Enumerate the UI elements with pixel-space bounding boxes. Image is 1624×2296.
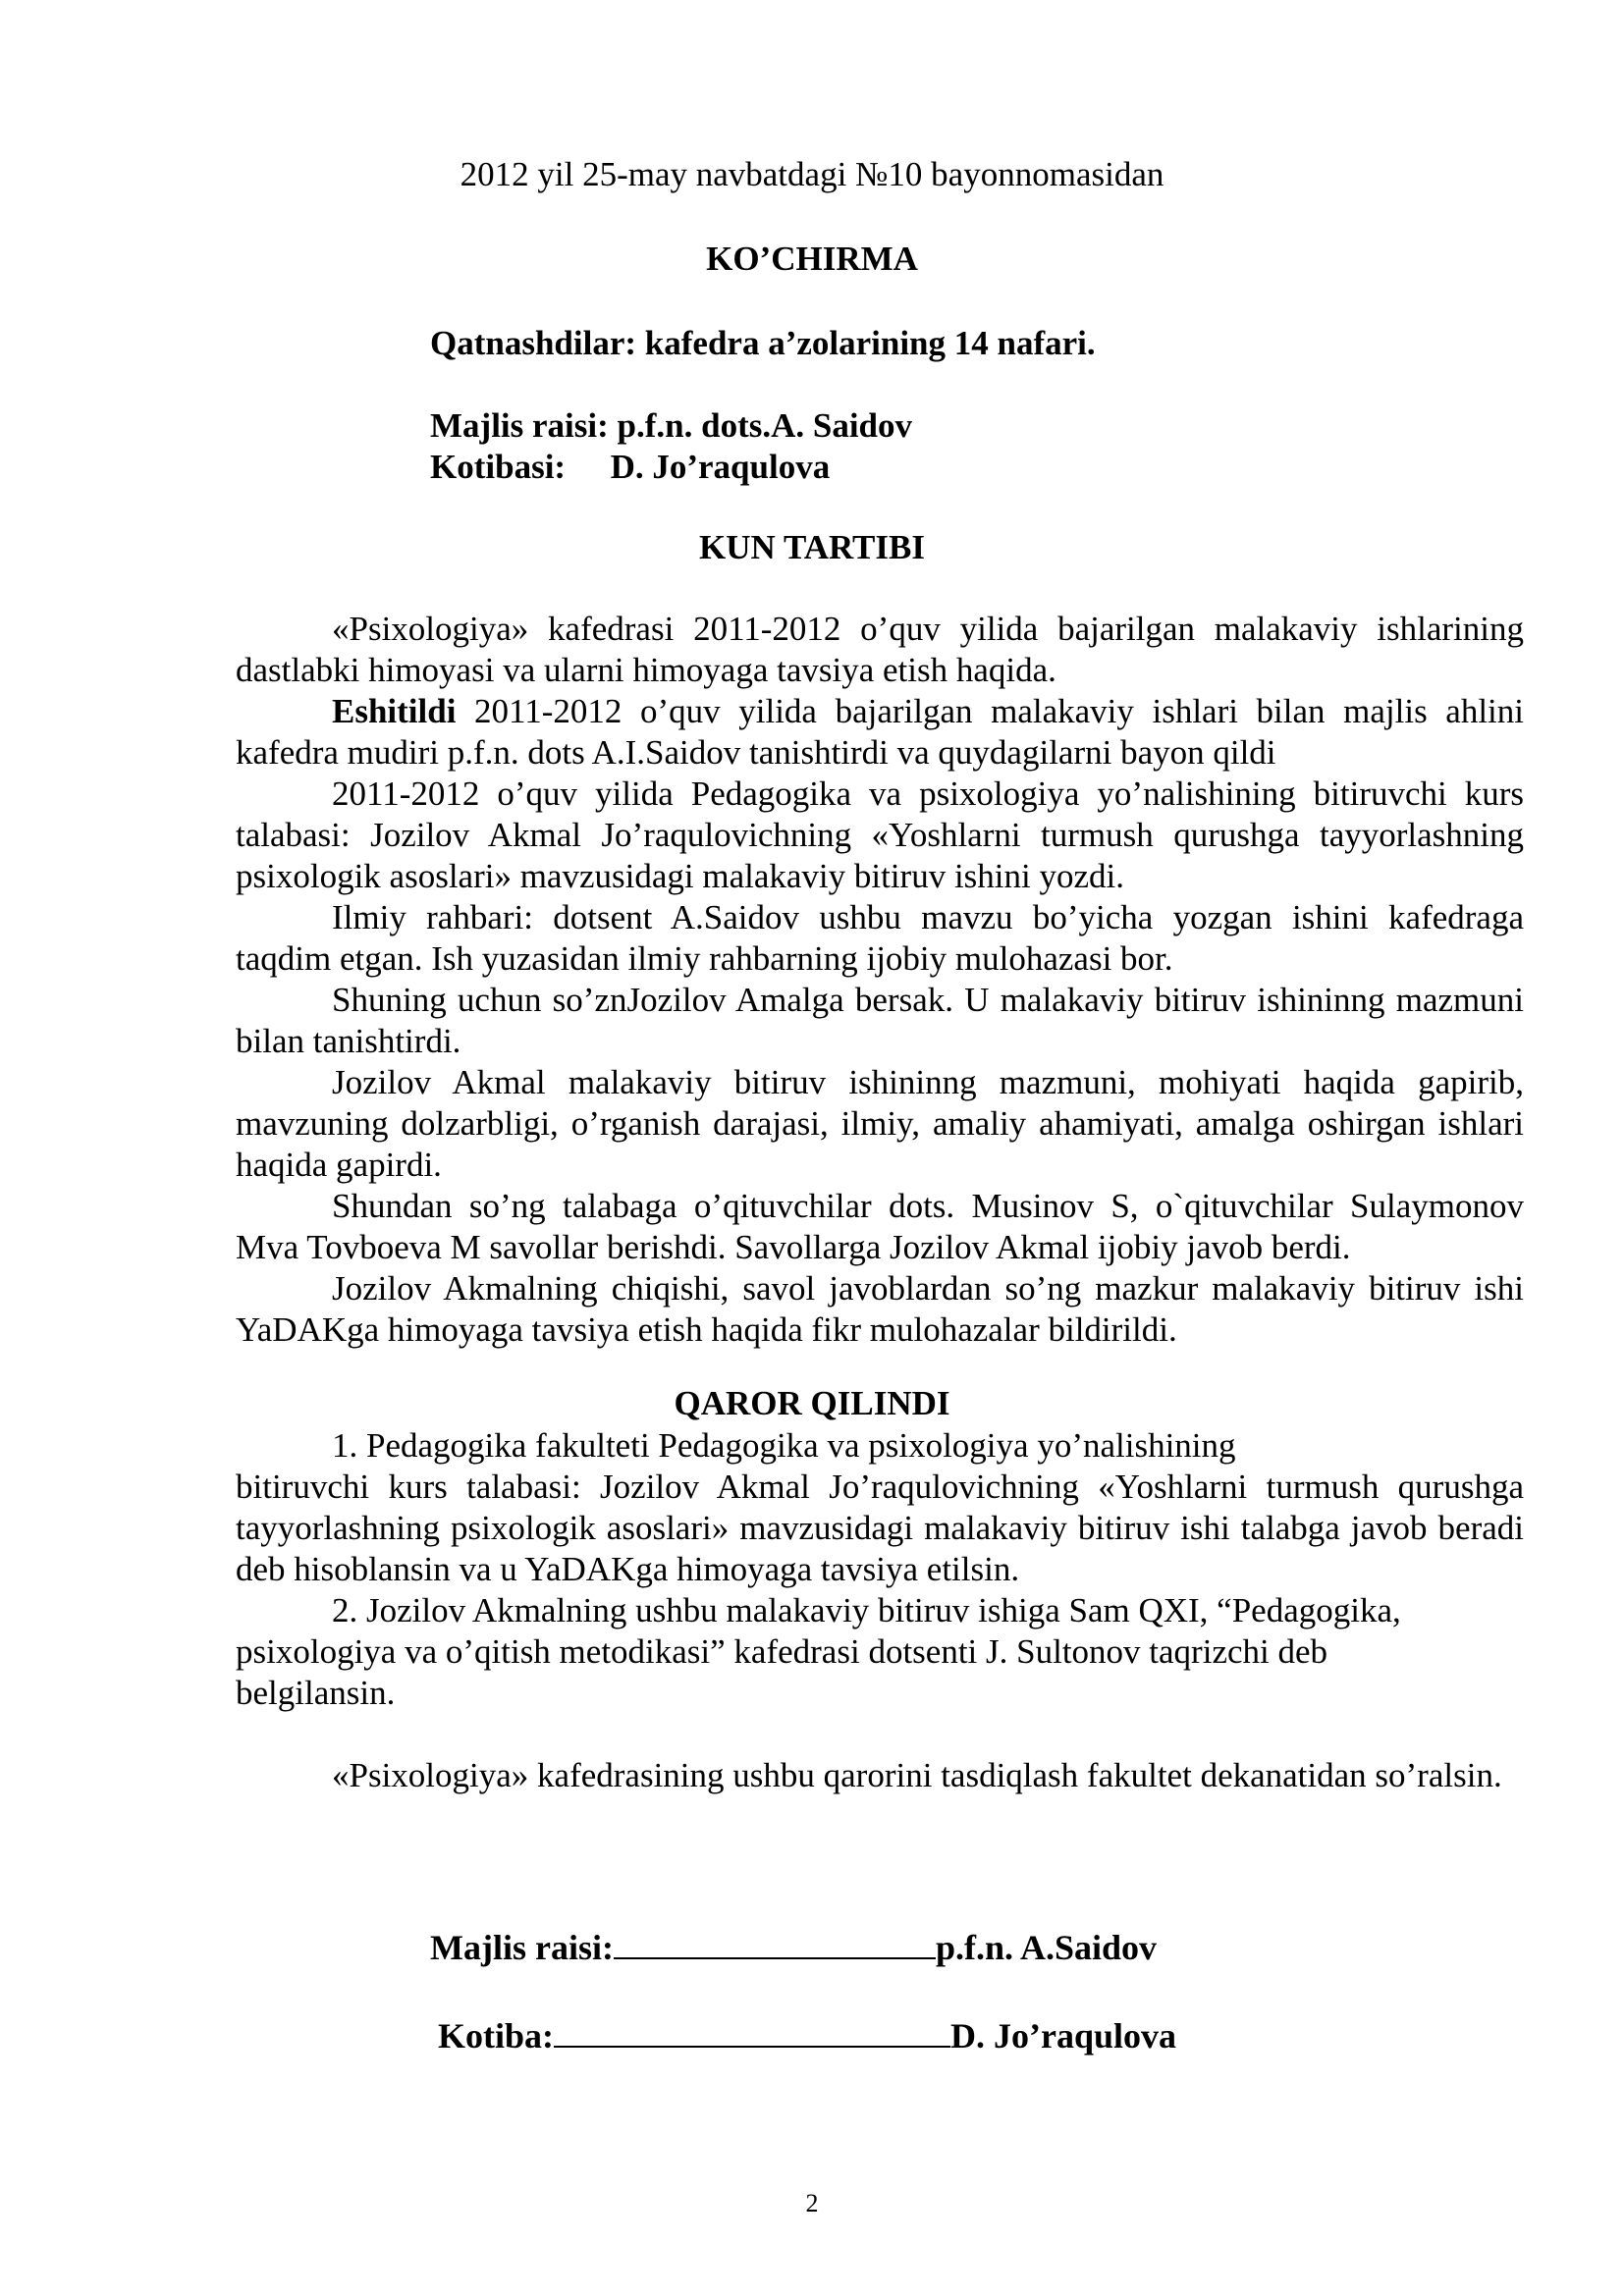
- secretary-signature-line: [438, 2016, 1176, 2056]
- decision-item-1-rest: bitiruvchi kurs talabasi: Jozilov Akmal Jo’raqulovichning «Yoshlarni turmush qurushga tayyorlashning psixologik asoslari» mavzusidagi malakaviy bitiruv ishi talabga javob beradi deb hisoblansin va u YaDAKga himoyaga tavsiya etilsin.: [236, 1468, 1524, 1588]
- chair-signature-line: [430, 1928, 1157, 1967]
- chair-line: Majlis raisi: p.f.n. dots.A. Saidov: [430, 406, 913, 445]
- secretary-line: [430, 448, 830, 487]
- heard-paragraph: [236, 691, 1524, 774]
- decision-item-2-line-2: psixologiya va o’qitish metodikasi” kafedrasi dotsenti J. Sultonov taqrizchi deb: [236, 1632, 1328, 1671]
- decision-body: [236, 1425, 1524, 1796]
- page-number: 2: [805, 2189, 819, 2217]
- secretary-signature-name: D. Jo’raqulova: [950, 2016, 1177, 2056]
- secretary-name: D. Jo’raqulova: [610, 448, 831, 486]
- chair-signature-name: p.f.n. A.Saidov: [935, 1928, 1158, 1967]
- heard-label: Eshitildi: [332, 692, 457, 730]
- content-paragraph: Jozilov Akmal malakaviy bitiruv ishininng mazmuni, mohiyati haqida gapirib, mavzuning dolzarbligi, o’rganish darajasi, ilmiy, amaliy ahamiyati, amalga oshirgan ishlari haqida gapirdi.: [236, 1063, 1524, 1184]
- secretary-signature-label: Kotiba:: [438, 2016, 555, 2056]
- participants-line: Qatnashdilar: kafedra a’zolarining 14 nafari.: [430, 324, 1096, 362]
- decision-item-2-line-3: belgilansin.: [236, 1674, 396, 1712]
- discussion-paragraph: Jozilov Akmalning chiqishi, savol javoblardan so’ng mazkur malakaviy bitiruv ishi YaDAKga himoyaga tavsiya etish haqida fikr mulohazalar bildirildi.: [236, 1269, 1524, 1349]
- secretary-label: Kotibasi:: [430, 448, 567, 486]
- decision-heading: QAROR QILINDI: [674, 1384, 950, 1422]
- chair-signature-label: Majlis raisi:: [430, 1928, 614, 1967]
- topic-paragraph: 2011-2012 o’quv yilida Pedagogika va psixologiya yo’nalishining bitiruvchi kurs talabasi: Jozilov Akmal Jo’raqulovichning «Yoshlarni turmush qurushga tayyorlashning psixologik asoslari» mavzusidagi malakaviy bitiruv ishini yozdi.: [236, 774, 1524, 895]
- document-title: KO’CHIRMA: [706, 240, 918, 278]
- heard-text: 2011-2012 o’quv yilida bajarilgan malakaviy ishlari bilan majlis ahlini kafedra mudiri p.f.n. dots A.I.Saidov tanishtirdi va quydagilarni bayon qildi: [236, 692, 1524, 772]
- decision-item-2-line-1: 2. Jozilov Akmalning ushbu malakaviy bitiruv ishiga Sam QXI, “Pedagogika,: [332, 1591, 1401, 1629]
- secretary-signature-blank: [554, 2018, 950, 2048]
- presentation-paragraph: Shuning uchun so’znJozilov Amalga bersak. U malakaviy bitiruv ishininng mazmuni bilan tanishtirdi.: [236, 981, 1524, 1060]
- supervisor-paragraph: Ilmiy rahbari: dotsent A.Saidov ushbu mavzu bo’yicha yozgan ishini kafedraga taqdim etgan. Ish yuzasidan ilmiy rahbarning ijobiy mulohazasi bor.: [236, 898, 1524, 978]
- protocol-line: 2012 yil 25-may navbatdagi №10 bayonnomasidan: [460, 155, 1164, 193]
- chair-signature-blank: [614, 1930, 936, 1959]
- closing-paragraph: «Psixologiya» kafedrasining ushbu qarorini tasdiqlash fakultet dekanatidan so’ralsin.: [332, 1756, 1502, 1794]
- questions-paragraph: Shundan so’ng talabaga o’qituvchilar dots. Musinov S, o`qituvchilar Sulaymonov Mva Tovboeva M savollar berishdi. Savollarga Jozilov Akmal ijobiy javob berdi.: [236, 1187, 1524, 1266]
- agenda-body: [236, 609, 1524, 1351]
- agenda-paragraph: «Psixologiya» kafedrasi 2011-2012 o’quv yilida bajarilgan malakaviy ishlarining dastlabki himoyasi va ularni himoyaga tavsiya etish haqida.: [236, 610, 1524, 689]
- agenda-heading: KUN TARTIBI: [699, 528, 925, 566]
- decision-item-1-first-line: 1. Pedagogika fakulteti Pedagogika va psixologiya yo’nalishining: [332, 1426, 1236, 1465]
